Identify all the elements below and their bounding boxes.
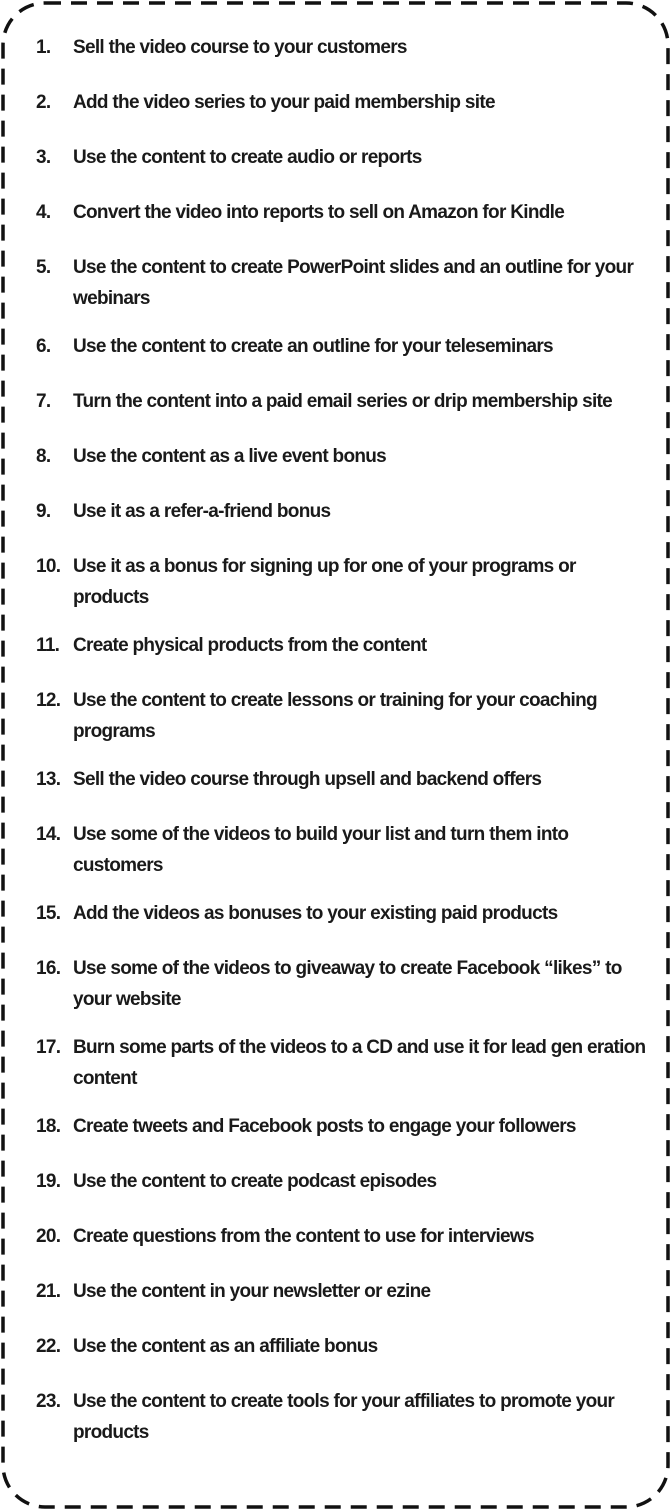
item-text: Add the videos as bonuses to your existing paid products <box>73 903 558 924</box>
item-number: 17. <box>36 1037 61 1058</box>
item-number: 8. <box>36 446 51 467</box>
list-item <box>36 331 648 362</box>
item-number: 12. <box>36 690 61 711</box>
item-text: Use the content in your newsletter or ezine <box>73 1281 431 1302</box>
item-number: 23. <box>36 1391 61 1412</box>
item-text: Use it as a bonus for signing up for one of your programs or products <box>73 556 576 608</box>
uses-list <box>36 32 648 1465</box>
item-text: Use it as a refer-a-friend bonus <box>73 501 331 522</box>
item-text: Burn some parts of the videos to a CD and use it for lead gen eration content <box>73 1037 646 1089</box>
list-item <box>36 32 648 63</box>
item-number: 22. <box>36 1336 61 1357</box>
item-number: 7. <box>36 391 51 412</box>
item-text: Sell the video course to your customers <box>73 37 407 58</box>
item-text: Use the content to create an outline for your teleseminars <box>73 336 553 357</box>
list-item <box>36 764 648 795</box>
list-item <box>36 1032 648 1094</box>
item-text: Use the content to create tools for your affiliates to promote your products <box>73 1391 615 1443</box>
item-text: Create physical products from the content <box>73 635 427 656</box>
item-number: 18. <box>36 1116 61 1137</box>
list-item <box>36 819 648 881</box>
item-text: Use some of the videos to giveaway to create Facebook “likes” to your website <box>73 958 622 1010</box>
item-number: 10. <box>36 556 61 577</box>
item-number: 9. <box>36 501 51 522</box>
item-number: 21. <box>36 1281 61 1302</box>
list-item <box>36 953 648 1015</box>
list-item <box>36 1166 648 1197</box>
list-item <box>36 1276 648 1307</box>
item-text: Turn the content into a paid email series or drip membership site <box>73 391 613 412</box>
item-number: 20. <box>36 1226 61 1247</box>
item-text: Use the content to create PowerPoint slides and an outline for your webinars <box>73 257 634 309</box>
item-number: 14. <box>36 824 61 845</box>
list-item <box>36 441 648 472</box>
item-text: Create questions from the content to use for interviews <box>73 1226 534 1247</box>
item-number: 5. <box>36 257 51 278</box>
item-number: 15. <box>36 903 61 924</box>
item-text: Use the content as an affiliate bonus <box>73 1336 378 1357</box>
list-item <box>36 386 648 417</box>
item-text: Sell the video course through upsell and backend offers <box>73 769 542 790</box>
item-number: 4. <box>36 202 51 223</box>
item-text: Add the video series to your paid membership site <box>73 92 495 113</box>
list-item <box>36 197 648 228</box>
item-text: Use some of the videos to build your list and turn them into customers <box>73 824 569 876</box>
list-item <box>36 1331 648 1362</box>
item-text: Use the content to create audio or reports <box>73 147 422 168</box>
item-text: Use the content to create lessons or training for your coaching programs <box>73 690 597 742</box>
item-number: 3. <box>36 147 51 168</box>
list-item <box>36 630 648 661</box>
list-item <box>36 551 648 613</box>
item-number: 6. <box>36 336 51 357</box>
item-text: Create tweets and Facebook posts to engage your followers <box>73 1116 576 1137</box>
item-number: 16. <box>36 958 61 979</box>
list-item <box>36 685 648 747</box>
item-number: 13. <box>36 769 61 790</box>
list-item <box>36 252 648 314</box>
item-text: Use the content to create podcast episodes <box>73 1171 437 1192</box>
list-item <box>36 87 648 118</box>
item-number: 1. <box>36 37 51 58</box>
item-number: 19. <box>36 1171 61 1192</box>
list-item <box>36 142 648 173</box>
list-item <box>36 1111 648 1142</box>
list-item <box>36 1221 648 1252</box>
list-item <box>36 496 648 527</box>
item-text: Use the content as a live event bonus <box>73 446 387 467</box>
item-text: Convert the video into reports to sell on Amazon for Kindle <box>73 202 565 223</box>
item-number: 2. <box>36 92 51 113</box>
list-item <box>36 1386 648 1448</box>
item-number: 11. <box>36 635 60 656</box>
list-item <box>36 898 648 929</box>
